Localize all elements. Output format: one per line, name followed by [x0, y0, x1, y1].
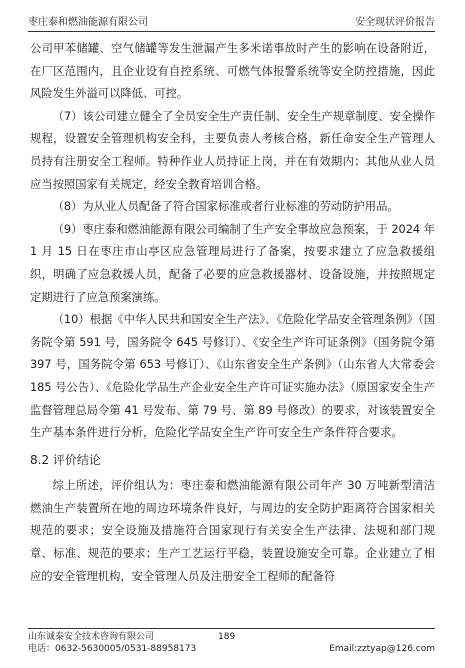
paragraph-10: （10）根据《中华人民共和国安全生产法》、《危险化学品安全管理条例》（国务院令第 591 号，国务院令 645 号修订）、《安全生产许可证条例》（国务院令第 397 号，国务院令第 653 号修订）、《山东省安全生产条例》（山东省人大常委会 185 号公告）、《危险化学品生产企业安全生产许可证实施办法》（原国家安全生产监督管理总局令第 41 号发布、第 79 号、第 89 号修改）的要求，对该装置安全生产基本条件进行分析，危险化学品安全生产许可安全生产条件符合要求。 [30, 313, 435, 440]
footer-org: 山东诚泰安全技术咨询有限公司 [28, 632, 155, 642]
footer-email: Email:zztyap@126.com [329, 644, 435, 654]
paragraph-intro: 公司甲苯储罐、空气储罐等发生泄漏产生多米诺事故时产生的影响在设备附近，在厂区范围内，且企业设有自控系统、可燃气体报警系统等安全防控措施，因此风险发生外溢可以降低、可控。 [30, 42, 435, 101]
page-footer [28, 631, 435, 655]
page-number: 189 [218, 632, 236, 642]
page-body [30, 38, 435, 588]
paragraph-conclusion: 综上所述，评价组认为：枣庄泰和燃油能源有限公司年产 30 万吨新型清洁燃油生产装置所在地的周边环境条件良好，与周边的安全防护距离符合国家相关规范的要求；安全设施及措施符合国家现行有关安全生产法律、法规和部门规章、标准、规范的要求；生产工艺运行平稳，装置设施安全可靠。企业建立了相应的安全管理机构，安全管理人员及注册安全工程师的配备符 [30, 479, 435, 583]
header-rule [28, 31, 435, 32]
footer-rule [28, 628, 435, 629]
page-header [28, 10, 435, 28]
paragraph-9: （9）枣庄泰和燃油能源有限公司编制了生产安全事故应急预案，于 2024 年 1 月 15 日在枣庄市山亭区应急管理局进行了备案，按要求建立了应急救援组织，明确了应急救援人员，配备了必要的应急救援器材、设备设施，并按照规定定期进行了应急预案演练。 [30, 222, 435, 304]
header-report-title: 安全现状评价报告 [355, 17, 435, 28]
paragraph-8: （8）为从业人员配备了符合国家标准或者行业标准的劳动防护用品。 [52, 200, 399, 214]
paragraph-7: （7）该公司建立健全了全员安全生产责任制、安全生产规章制度、安全操作规程，设置安全管理机构安全科，主要负责人考核合格，新任命安全生产管理人员持有注册安全工程师。特种作业人员持证上岗，并在有效期内；其他从业人员应当按照国家有关规定，经安全教育培训合格。 [30, 109, 435, 191]
footer-phone: 电话：0632-5630005/0531-88958173 [28, 644, 197, 654]
section-title: 8.2 评价结论 [30, 452, 101, 467]
header-company: 枣庄泰和燃油能源有限公司 [28, 17, 148, 28]
